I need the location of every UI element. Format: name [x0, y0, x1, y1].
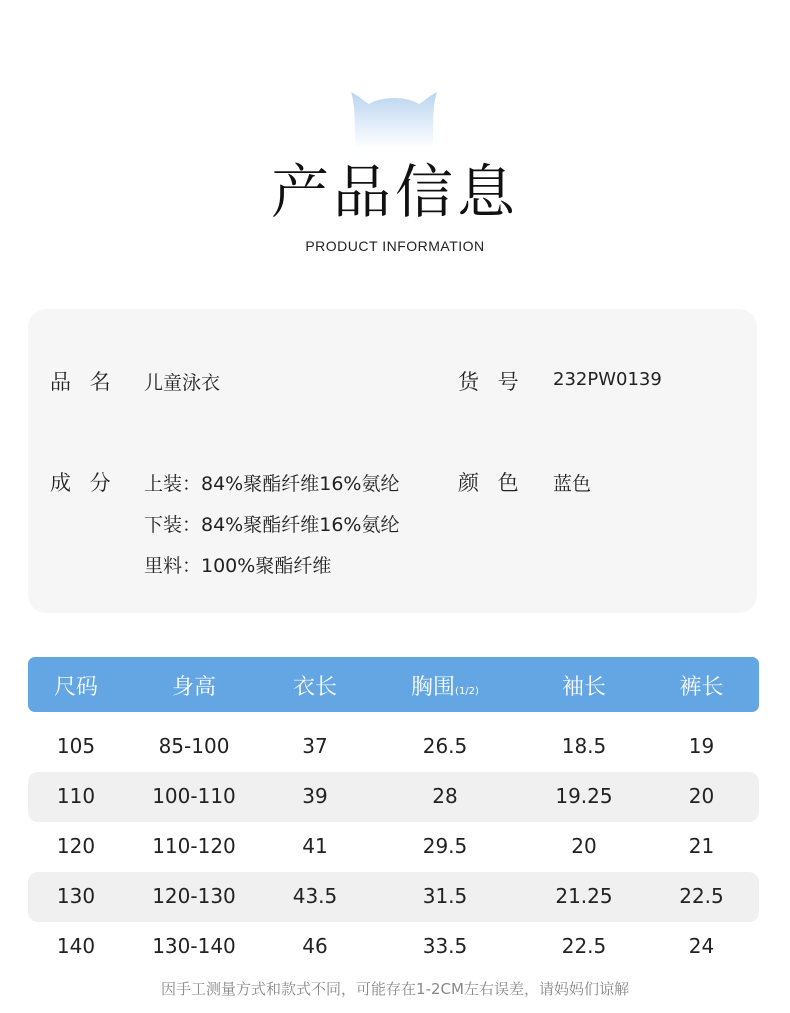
cell-height: 100-110	[152, 784, 236, 808]
cell-size: 140	[56, 934, 96, 958]
color-label: 颜 色	[458, 471, 525, 495]
cell-chest: 28	[432, 784, 458, 808]
composition-line: 里料：100%聚酯纤维	[144, 555, 332, 577]
cell-size: 130	[56, 884, 96, 908]
header-length: 衣长	[292, 675, 337, 700]
cell-chest: 29.5	[422, 834, 468, 858]
cell-pants: 19	[688, 734, 715, 758]
page-title: 产品信息	[270, 158, 519, 226]
header-chest	[366, 670, 524, 701]
cell-size: 105	[56, 734, 96, 758]
header-chest-label: 胸围	[411, 675, 456, 700]
cell-length: 37	[302, 734, 328, 758]
page-subtitle: PRODUCT INFORMATION	[305, 238, 485, 254]
composition-line: 上装：84%聚酯纤维16%氨纶	[144, 473, 400, 495]
name-value: 儿童泳衣	[144, 372, 221, 394]
header-sleeve: 袖长	[561, 675, 606, 700]
cell-chest: 31.5	[422, 884, 468, 908]
composition-label: 成 分	[50, 471, 117, 495]
header-height: 身高	[171, 675, 216, 700]
sku-value: 232PW0139	[553, 369, 662, 390]
color-value: 蓝色	[553, 473, 592, 495]
name-label: 品 名	[50, 370, 117, 394]
cell-height: 85-100	[158, 734, 230, 758]
composition-line: 下装：84%聚酯纤维16%氨纶	[144, 514, 400, 536]
cell-sleeve: 20	[571, 834, 597, 858]
table-row	[28, 822, 759, 872]
table-row	[28, 722, 759, 772]
cat-ears-emblem-icon	[349, 90, 439, 148]
table-row	[28, 772, 759, 822]
cell-sleeve: 19.25	[555, 784, 613, 808]
table-row	[28, 922, 759, 972]
cell-pants: 21	[688, 834, 715, 858]
header-chest-note: (1/2)	[455, 686, 479, 697]
cell-length: 41	[302, 834, 328, 858]
cell-length: 43.5	[292, 884, 338, 908]
sku-label: 货 号	[458, 370, 525, 394]
cell-sleeve: 22.5	[561, 934, 607, 958]
cell-sleeve: 21.25	[555, 884, 613, 908]
cell-pants: 24	[688, 934, 715, 958]
cell-chest: 33.5	[422, 934, 468, 958]
measurement-footnote: 因手工测量方式和款式不同，可能存在1-2CM左右误差，请妈妈们谅解	[161, 980, 629, 998]
product-info-card	[28, 309, 757, 613]
cell-sleeve: 18.5	[561, 734, 607, 758]
header-size: 尺码	[53, 675, 98, 700]
cell-height: 120-130	[152, 884, 236, 908]
cell-chest: 26.5	[422, 734, 468, 758]
cell-size: 120	[56, 834, 96, 858]
header-pants: 裤长	[679, 675, 724, 700]
cell-length: 39	[302, 784, 328, 808]
cell-size: 110	[56, 784, 96, 808]
table-header	[28, 657, 759, 712]
cell-pants: 20	[688, 784, 715, 808]
cell-length: 46	[302, 934, 328, 958]
cell-pants: 22.5	[679, 884, 724, 908]
cell-height: 130-140	[152, 934, 236, 958]
cell-height: 110-120	[152, 834, 236, 858]
table-row	[28, 872, 759, 922]
